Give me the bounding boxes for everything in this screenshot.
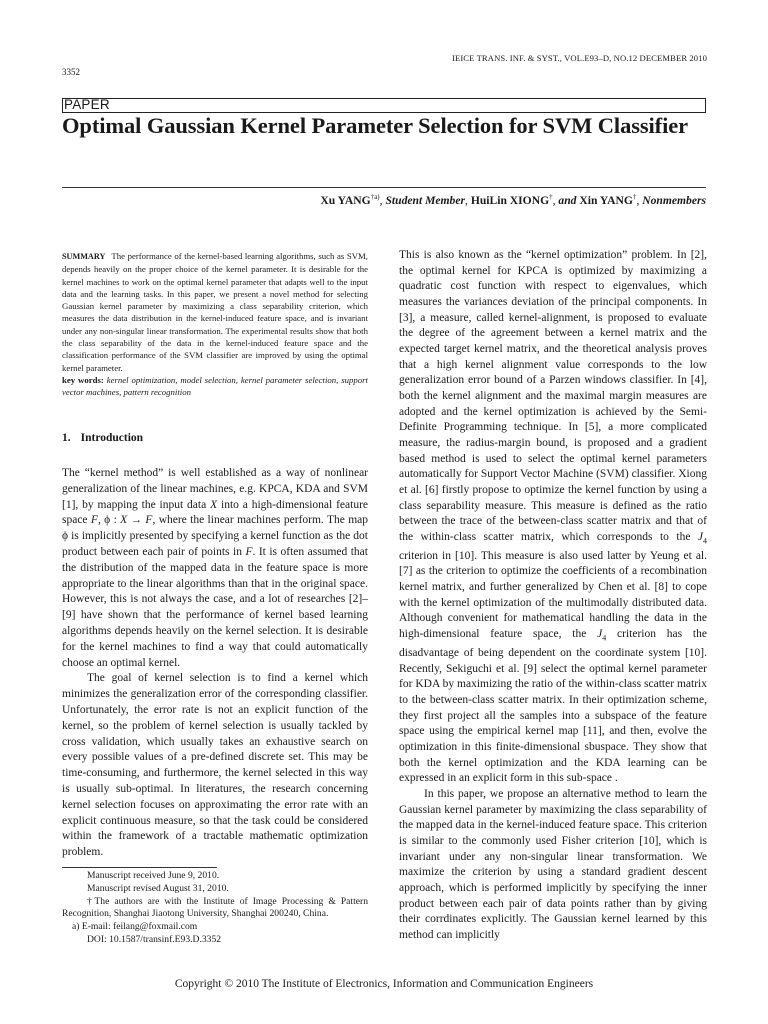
- paper-category-label: PAPER: [64, 97, 110, 112]
- author-3-role: Nonmembers: [642, 193, 706, 207]
- footnote-doi: DOI: 10.1587/transinf.E93.D.3352: [87, 933, 222, 945]
- paper-title: Optimal Gaussian Kernel Parameter Selection for SVM Classifier: [62, 113, 688, 138]
- keywords-label: key words:: [62, 374, 104, 385]
- summary-label: SUMMARY: [62, 252, 106, 261]
- footnote-revised: Manuscript revised August 31, 2010.: [87, 882, 229, 894]
- right-column-body: [399, 248, 707, 943]
- author-and: and: [558, 193, 577, 207]
- author-3-name: Xin YANG: [579, 193, 633, 207]
- footnote-affiliation: †The authors are with the Institute of Image Processing & Pattern Recognition, Shanghai Jiaotong University, Shanghai 200240, China.: [62, 895, 368, 920]
- footnote-email: a) E-mail: feilang@foxmail.com: [72, 921, 198, 933]
- intro-paragraph-1: The “kernel method” is well established as a way of nonlinear generalization of the linear machines, e.g. KPCA, KDA and SVM [1], by mapping the input data X into a high-dimensional feature space F, ϕ : X → F, where the linear machines perform. The map ϕ is implicitly presented by specifying a kernel function as the dot product between each pair of points in F. It is often assumed that the distribution of the mapped data in the feature space is more appropriate to the linear algorithms than that in the original space. However, this is not always the case, and a lot of researches [2]–[9] have shown that the performance of kernel based learning algorithms depends heavily on the kernel selection. It is desirable for the kernel machines to find a way that could automatically choose an optimal kernel.: [62, 467, 369, 669]
- author-line: Xu YANG$^{\dagger a)}$, Student Member, HuiLin XIONG†, and Xin YANG†, Nonmembers: [320, 193, 706, 207]
- author-1-role: Student Member: [385, 193, 466, 207]
- copyright-footer: Copyright © 2010 The Institute of Electronics, Information and Communication Engineers: [174, 978, 594, 990]
- intro-paragraph-2: The goal of kernel selection is to find a kernel which minimizes the generalization error of the corresponding classifier. Unfortunately, the error rate is not an explicit function of the kernel, so the problem of kernel selection is usually tackled by cross validation, which usually takes an exhaustive search on every possible values of a pre-defined discrete set. This may be time-consuming, and furthermore, the kernel selected in this way is usually sub-optimal. In literatures, the research concerning kernel selection focuses on approximating the error rate with an explicit continuous measure, so that the task could be considered within the framework of a tractable mathematic optimization problem.: [62, 672, 368, 859]
- section-number: 1.: [62, 432, 71, 444]
- keywords-text: kernel optimization, model selection, kernel parameter selection, support vector machines, pattern recognition: [62, 374, 368, 398]
- author-2-name: HuiLin XIONG: [470, 193, 550, 207]
- right-paragraph-2: In this paper, we propose an alternative method to learn the Gaussian kernel parameter by maximizing the class separability of the mapped data in the kernel-induced feature space. This criterion is similar to the commonly used Fisher criterion [10], which is invariant under any non-singular linear transformation. We maximize the criterion by using a standard gradient descent approach, which is performed implicitly by specifying the inner product between each pair of data points rather than by giving their corrdinates explicitly. The Gaussian kernel learned by this method can implicitly: [399, 787, 707, 941]
- author-1-name: Xu YANG: [320, 193, 371, 207]
- paper-category-box: [62, 98, 706, 113]
- title-divider: [62, 187, 706, 188]
- page-number: 3352: [62, 67, 80, 77]
- footnote-divider: [62, 867, 217, 868]
- summary-text: The performance of the kernel-based learning algorithms, such as SVM, depends heavily on the proper choice of the kernel parameter. It is desirable for the kernel machines to work on the optimal kernel parameter that adapts well to the input data and the learning tasks. In this paper, we present a novel method for selecting Gaussian kernel parameter by maximizing a class separability criterion, which measures the data distribution in the kernel-induced feature space, and is invariant under any non-singular linear transformation. The experimental results show that both the class separability of the data in the kernel-induced feature space and the classification performance of the SVM classifier are improved by using the optimal kernel parameter.: [62, 251, 368, 373]
- footnotes: [62, 870, 368, 947]
- right-paragraph-1: This is also known as the “kernel optimization” problem. In [2], the optimal kernel for KPCA is optimized by maximizing a quadratic cost function with respect to eigenvalues, which measures the variances deviation of the principal components. In [3], a measure, called kernel-alignment, is proposed to evaluate the degree of the agreement between a kernel matrix and the expected target kernel matrix, and the theoretical analysis proves that a high kernel alignment value corresponds to the low generalization error bound of a Parzen windows classifier. In [4], both the kernel alignment and the maximal margin measures are adopted and the kernel optimization is achieved by the Semi-Definite Programming technique. In [5], a more complicated measure, the radius-margin bound, is proposed and a gradient based method is used to select the optimal kernel parameters automatically for Support Vector Machine (SVM) classifier. Xiong et al. [6] firstly propose to optimize the kernel function by using a class separability measure. This measure is defined as the ratio between the trace of the between-class scatter matrix and that of the within-class scatter matrix, which corresponds to the $J_4$ criterion in [10]. This measure is also used latter by Yeung et al. [7] as the criterion to optimize the coefficients of a recombination kernel matrix, and further generalized by Chen et al. [8] to cope with the kernel optimization of the multimodally distributed data. Although convenient for mathematical handling the data in the high-dimensional feature space, the $J_4$ criterion has the disadvantage of being dependent on the coordinate system [10]. Recently, Sekiguchi et al. [9] select the optimal kernel parameter for KDA by maximizing the ratio of the within-class scatter matrix to the between-class scatter matrix. In their optimization scheme, they first project all the samples into a subspace of the feature space using the empirical kernel map [11], and then, evolve the optimization in this finite-dimensional sbuspace. They show that both the kernel optimization and the KDA learning can be expressed in an explicit form in this sub-space .: [399, 249, 707, 785]
- footnote-received: Manuscript received June 9, 2010.: [87, 870, 220, 881]
- running-head: IEICE TRANS. INF. & SYST., VOL.E93–D, NO.12 DECEMBER 2010: [452, 53, 707, 63]
- author-3-marks: †: [632, 193, 637, 201]
- author-2-marks: †: [549, 193, 553, 201]
- summary-block: [62, 250, 368, 399]
- section-heading: [62, 432, 153, 444]
- author-1-marks: †a): [370, 193, 380, 201]
- left-column-body: [62, 466, 368, 861]
- section-title: Introduction: [80, 432, 144, 444]
